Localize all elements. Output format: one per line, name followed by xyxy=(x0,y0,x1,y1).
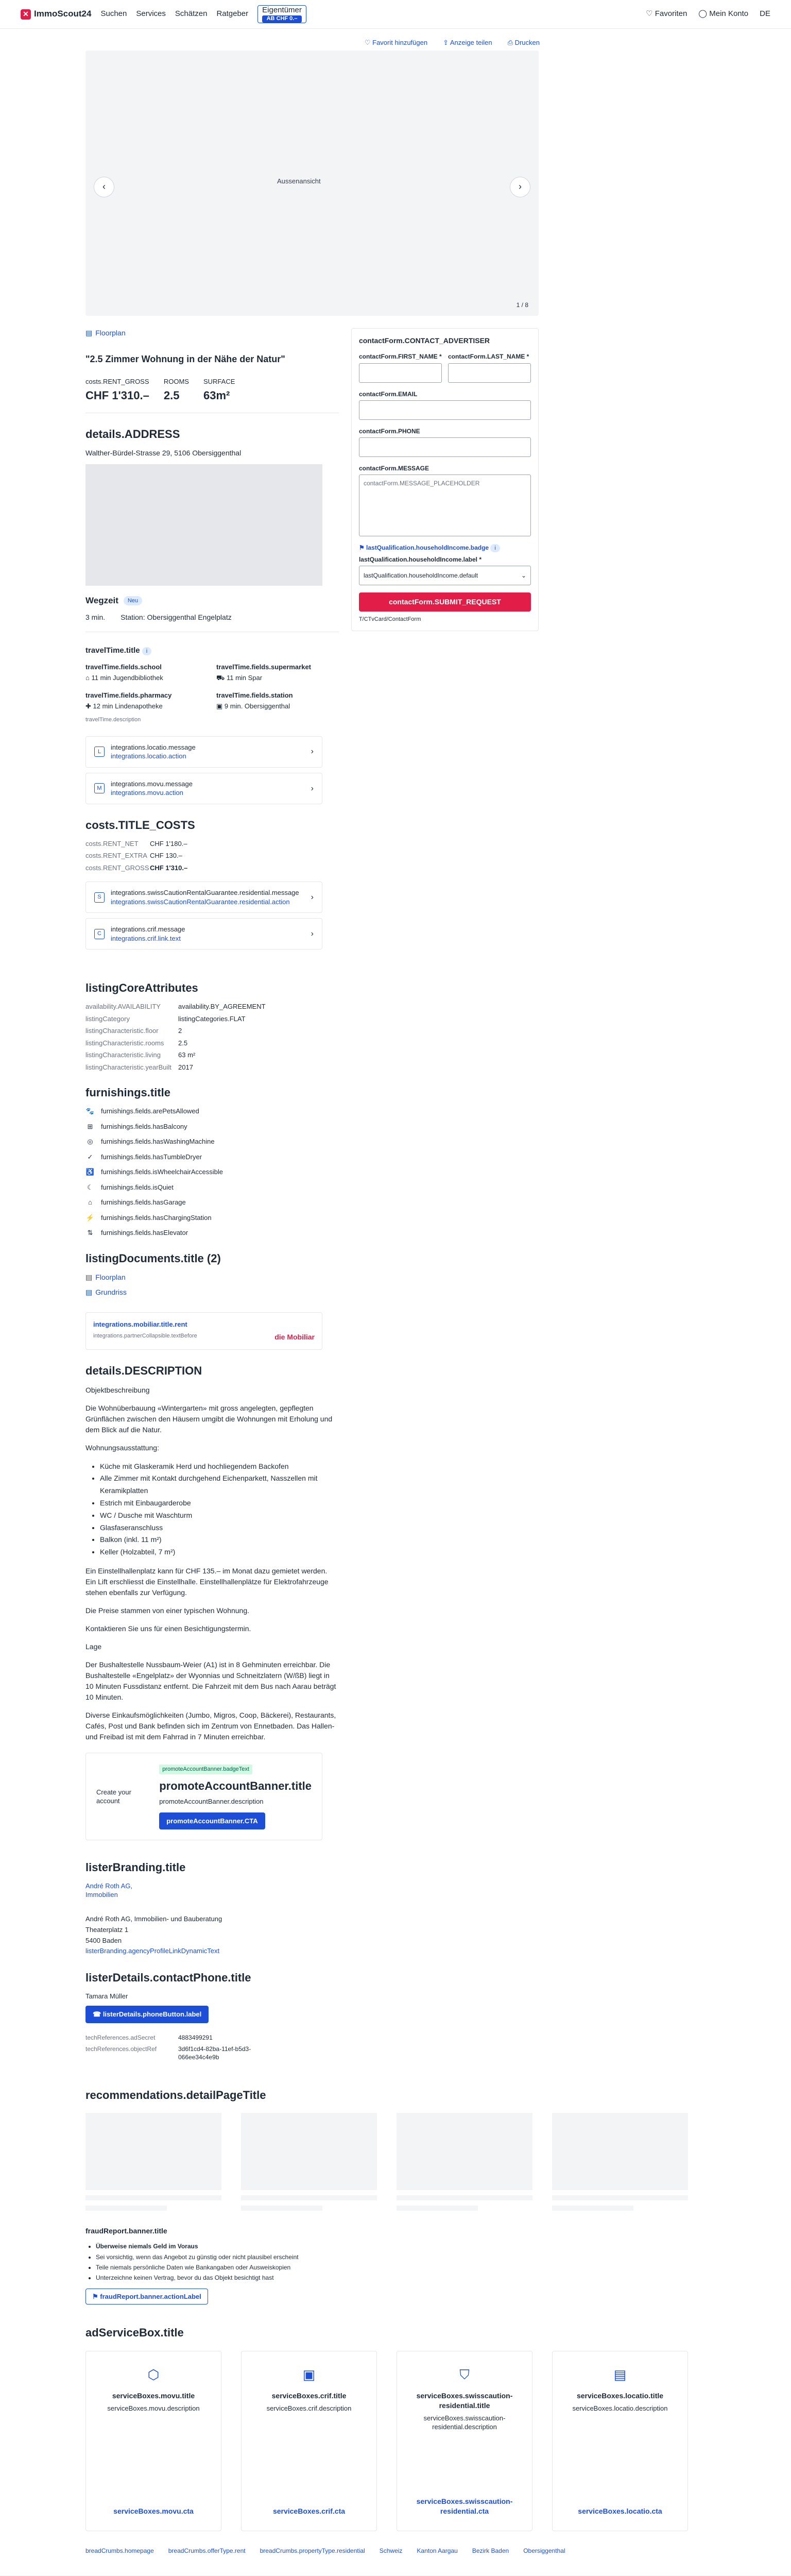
promote-account-banner xyxy=(85,1753,322,1840)
service-cta[interactable]: serviceBoxes.crif.cta xyxy=(272,2507,346,2516)
shield-icon: ⛉ xyxy=(459,2366,470,2382)
service-cta[interactable]: serviceBoxes.locatio.cta xyxy=(578,2507,662,2516)
favorites-link[interactable]: ♡ Favoriten xyxy=(646,9,687,19)
logo-icon: ✕ xyxy=(21,9,31,20)
wheelchair-icon: ♿ xyxy=(85,1168,95,1176)
info-icon[interactable]: i xyxy=(490,544,500,552)
map[interactable] xyxy=(85,464,322,586)
gallery-counter: 1 / 8 xyxy=(516,301,528,309)
key-facts xyxy=(85,377,339,403)
description-text: Die Preise stammen von einer typischen Wohnung. xyxy=(85,1606,250,1615)
recommendations xyxy=(85,2113,791,2211)
description-text: Kontaktieren Sie uns für einen Besichtigungstermin. xyxy=(85,1624,251,1633)
description-text: Die Wohnüberbauung «Wintergarten» mit gross angelegten, gepflegten Grünflächen zwischen den Häusern umgibt die Wohnungen mit Erholung und dem Blick auf die Natur. xyxy=(85,1403,333,1434)
doc-link[interactable]: ▤ Floorplan xyxy=(85,1273,126,1281)
income-select[interactable]: lastQualification.householdIncome.default ⌄ xyxy=(359,566,531,585)
description-text: Wohnungsausstattung: xyxy=(85,1443,159,1452)
lister-title: listerBranding.title xyxy=(85,1861,186,1874)
breadcrumb xyxy=(85,2547,791,2555)
locatio-icon: L xyxy=(94,747,105,757)
integration-crif[interactable]: C integrations.crif.message integrations.crif.link.text › xyxy=(85,918,322,950)
description-list: • Küche mit Glaskeramik Herd und hochliegendem Backofen • Alle Zimmer mit Kontakt durchgehend Eichenparkett, Nasszellen mit Keramikplatten • Estrich mit Einbaugarderobe • WC / Dusche mit Waschturm • Glasfaseranschluss • Balkon (inkl. 11 m²) • Keller (Holzabteil, 7 m²) xyxy=(100,1461,339,1558)
nav-suchen[interactable]: Suchen xyxy=(100,9,127,19)
address-text: Walther-Bürdel-Strasse 29, 5106 Obersiggenthal xyxy=(85,448,242,457)
mobiliar-logo: die Mobiliar xyxy=(274,1332,315,1341)
phone-button[interactable]: ☎ listerDetails.phoneButton.label xyxy=(85,2006,209,2023)
gallery-prev-button[interactable]: ‹ xyxy=(94,177,114,197)
mobiliar-collapsible[interactable]: integrations.mobiliar.title.rent integrations.partnerCollapsible.textBefore die Mobiliar xyxy=(85,1312,322,1349)
fraud-banner xyxy=(85,2226,322,2304)
document-icon: ▤ xyxy=(85,328,93,337)
income-label: lastQualification.householdIncome.label * xyxy=(358,556,482,564)
furnishings-title: furnishings.title xyxy=(85,1086,170,1099)
income-badge: ⚑ lastQualification.householdIncome.badge i xyxy=(359,544,531,552)
contact-person: Tamara Müller xyxy=(85,1992,128,2000)
charging-icon: ⚡ xyxy=(85,1213,95,1222)
tech-references: techReferences.adSecret 4883499291 techReferences.objectRef 3d6f1cd4-82ba-11ef-b5d3-066ee34c4e9b xyxy=(85,2033,251,2061)
recommendations-title: recommendations.detailPageTitle xyxy=(85,2088,266,2102)
service-cta[interactable]: serviceBoxes.swisscaution-residential.cta xyxy=(416,2497,513,2516)
nav-services[interactable]: Services xyxy=(136,9,166,19)
breadcrumb-item[interactable]: breadCrumbs.offerType.rent xyxy=(168,2547,246,2554)
first-name-input[interactable] xyxy=(359,363,442,383)
gallery-image-alt: Aussenansicht xyxy=(277,177,321,185)
promo-image: Create your account xyxy=(96,1788,131,1805)
listing-actions xyxy=(0,29,791,50)
main-nav xyxy=(100,5,306,23)
locatio-icon: ▤ xyxy=(613,2366,627,2382)
fraud-report-button[interactable]: ⚑ fraudReport.banner.actionLabel xyxy=(85,2289,208,2305)
promo-description: promoteAccountBanner.description xyxy=(159,1798,264,1806)
garage-icon: ⌂ xyxy=(88,1198,92,1207)
floorplan-link[interactable]: ▤ Floorplan xyxy=(85,328,126,337)
service-box[interactable]: ▣ serviceBoxes.crif.title serviceBoxes.crif.description serviceBoxes.crif.cta xyxy=(241,2351,377,2531)
service-box[interactable]: ⬡ serviceBoxes.movu.title serviceBoxes.movu.description serviceBoxes.movu.cta xyxy=(85,2351,221,2531)
favorite-button[interactable]: ♡ Favorit hinzufügen xyxy=(364,39,428,46)
fact-surface: 63m² xyxy=(203,389,230,402)
share-button[interactable]: ⇪ Anzeige teilen xyxy=(443,39,492,46)
user-icon: ◯ xyxy=(698,9,708,19)
new-badge: Neu xyxy=(124,596,142,606)
agency-address: André Roth AG, Immobilien- und Bauberatung Theaterplatz 1 5400 Baden listerBranding.agencyProfileLinkDynamicText xyxy=(85,1914,339,1957)
heart-icon: ♡ xyxy=(646,9,653,19)
fact-label: ROOMS xyxy=(163,377,189,385)
furnishings-list: 🐾 furnishings.fields.arePetsAllowed ⊞ furnishings.fields.hasBalcony ◎ furnishings.fields.hasWashingMachine ✓ furnishings.fields.hasTumbleDryer ♿ furnishings.fields.isWheelchairAccessible ☾ furnishings.fields.isQuiet ⌂ furnishings.fields.hasGarage ⚡ furnishings.fields.hasChargingStation ⇅ furnishings.fields.hasElevator xyxy=(85,1107,223,1237)
contact-form xyxy=(351,328,539,631)
documents-title: listingDocuments.title (2) xyxy=(85,1251,221,1265)
promo-cta-button[interactable]: promoteAccountBanner.CTA xyxy=(159,1812,265,1830)
fact-label: costs.RENT_GROSS xyxy=(85,377,149,385)
integration-movu[interactable]: M integrations.movu.message integrations.movu.action › xyxy=(85,773,322,804)
service-box[interactable]: ▤ serviceBoxes.locatio.title serviceBoxes.locatio.description serviceBoxes.locatio.cta xyxy=(552,2351,688,2531)
integration-swisscaution[interactable]: S integrations.swissCautionRentalGuarantee.residential.message integrations.swissCautionRentalGuarantee.residential.action › xyxy=(85,882,322,913)
fraud-list: • Überweise niemals Geld im Voraus • Sei vorsichtig, wenn das Angebot zu günstig oder nicht plausibel erscheint • Teile niemals persönliche Daten wie Bankangaben oder Ausweiskopien • Unterzeichne keinen Vertrag, bevor du das Objekt besichtigt hast xyxy=(96,2241,322,2283)
fact-rent: CHF 1'310.– xyxy=(85,389,149,402)
owner-button[interactable]: Eigentümer AB CHF 0.– xyxy=(257,5,306,23)
description-text: Lage xyxy=(85,1642,102,1651)
pharmacy-icon: ✚ xyxy=(85,702,93,710)
service-box[interactable]: ⛉ serviceBoxes.swisscaution-residential.title serviceBoxes.swisscaution-residential.description serviceBoxes.swisscaution-residential.cta xyxy=(397,2351,532,2531)
nav-schaetzen[interactable]: Schätzen xyxy=(175,9,208,19)
crif-icon: ▣ xyxy=(302,2366,316,2382)
description-title: details.DESCRIPTION xyxy=(85,1364,202,1377)
service-boxes xyxy=(85,2351,791,2531)
account-link[interactable]: ◯ Mein Konto xyxy=(698,9,749,19)
recommendation-card[interactable] xyxy=(552,2113,688,2211)
doc-link[interactable]: ▤ Grundriss xyxy=(85,1287,127,1296)
contact-form-footer: T/CTvCard/ContactForm xyxy=(358,616,421,623)
description-text: Ein Einstellhallenplatz kann für CHF 135.– im Monat dazu gemietet werden. Ein Lift erschliesst die Einstellhalle. Einstellhallenplätze für Elektrofahrzeuge stehen ebenfalls zur Verfügung. xyxy=(85,1566,329,1597)
message-textarea[interactable]: contactForm.MESSAGE_PLACEHOLDER xyxy=(359,474,531,536)
cart-icon: ⛟ xyxy=(216,674,227,682)
phone-label: contactForm.PHONE xyxy=(358,427,420,435)
washer-icon: ◎ xyxy=(87,1138,93,1146)
travel-desc: travelTime.description xyxy=(85,716,141,723)
chevron-down-icon: ⌄ xyxy=(521,572,526,580)
sidebar xyxy=(351,328,539,2062)
train-icon: ▣ xyxy=(216,702,225,710)
gallery-next-button[interactable]: › xyxy=(510,177,530,197)
elevator-icon: ⇅ xyxy=(87,1229,93,1237)
phone-icon: ☎ xyxy=(93,2010,103,2019)
promo-title: promoteAccountBanner.title xyxy=(159,1779,312,1792)
first-name-label: contactForm.FIRST_NAME * xyxy=(358,353,442,361)
document-icon: ▤ xyxy=(85,1273,93,1281)
fact-label: SURFACE xyxy=(203,377,235,385)
paw-icon: 🐾 xyxy=(85,1107,95,1115)
costs-table: costs.RENT_NET CHF 1'180.– costs.RENT_EXTRA CHF 130.– costs.RENT_GROSS CHF 1'310.– xyxy=(85,839,188,872)
breadcrumb-item[interactable]: breadCrumbs.propertyType.residential xyxy=(260,2547,365,2554)
email-label: contactForm.EMAIL xyxy=(358,390,418,398)
breadcrumb-item[interactable]: Bezirk Baden xyxy=(472,2547,509,2554)
agency-logo[interactable]: André Roth AG, Immobilien xyxy=(85,1882,133,1899)
breadcrumb-item[interactable]: Kanton Aargau xyxy=(417,2547,458,2554)
chevron-right-icon: › xyxy=(311,892,314,902)
email-input[interactable] xyxy=(359,400,531,420)
image-gallery[interactable] xyxy=(85,50,539,316)
description-text: Objektbeschreibung xyxy=(85,1385,150,1394)
services-title: adServiceBox.title xyxy=(85,2326,184,2340)
shield-icon: S xyxy=(94,892,105,903)
breadcrumb-item[interactable]: Obersiggenthal xyxy=(523,2547,565,2554)
chevron-right-icon: › xyxy=(311,929,314,939)
flag-icon: ⚑ xyxy=(92,2292,100,2300)
fact-rooms: 2.5 xyxy=(163,389,180,402)
travel-times: travelTime.fields.school ⌂ 11 min Jugendbibliothek travelTime.fields.supermarket ⛟ 11 min Spar travelTime.fields.pharmacy ✚ 12 min Lindenapotheke travelTime.fields.station ▣ 9 min. Obersiggenthal xyxy=(85,663,312,710)
contact-form-title: contactForm.CONTACT_ADVERTISER xyxy=(358,336,490,345)
info-icon[interactable]: i xyxy=(142,647,151,655)
phone-input[interactable] xyxy=(359,437,531,457)
promo-badge: promoteAccountBanner.badgeText xyxy=(159,1765,252,1774)
header xyxy=(0,0,791,29)
message-label: contactForm.MESSAGE xyxy=(358,465,429,472)
recommendation-card[interactable] xyxy=(85,2113,221,2211)
chevron-right-icon: › xyxy=(311,747,314,756)
dryer-icon: ✓ xyxy=(87,1153,93,1161)
description-text: Der Bushaltestelle Nussbaum-Weier (A1) ist in 8 Gehminuten erreichbar. Die Bushaltestelle «Engelplatz» der Wyonnias und Schneitzlatern (W/ßB) liegt in 10 Minuten Fussdistanz entfernt. Die Fahrzeit mit dem Bus nach Aarau beträgt 10 Minuten. xyxy=(85,1660,336,1701)
logo[interactable]: ✕ ImmoScout24 xyxy=(21,8,91,20)
fraud-title: fraudReport.banner.title xyxy=(85,2227,167,2235)
recommendation-card[interactable] xyxy=(397,2113,532,2211)
crif-icon: C xyxy=(94,929,105,939)
attributes-table: availability.AVAILABILITY availability.BY_AGREEMENT listingCategory listingCategories.FLAT listingCharacteristic.floor 2 listingCharacteristic.rooms 2.5 listingCharacteristic.living 63 m² listingCharacteristic.yearBuilt 2017 xyxy=(85,1003,266,1071)
agency-profile-link[interactable]: listerBranding.agencyProfileLinkDynamicText xyxy=(85,1947,220,1955)
movu-icon: M xyxy=(94,783,105,793)
contact-phone-title: listerDetails.contactPhone.title xyxy=(85,1971,251,1985)
address-title: details.ADDRESS xyxy=(85,427,180,440)
breadcrumb-item[interactable]: Schweiz xyxy=(379,2547,403,2554)
service-cta[interactable]: serviceBoxes.movu.cta xyxy=(113,2507,194,2516)
integration-locatio[interactable]: L integrations.locatio.message integrations.locatio.action › xyxy=(85,736,322,768)
print-button[interactable]: ⎙ Drucken xyxy=(507,39,540,46)
quiet-icon: ☾ xyxy=(87,1183,93,1191)
school-icon: ⌂ xyxy=(85,674,92,682)
chevron-right-icon: › xyxy=(311,784,314,793)
nav-ratgeber[interactable]: Ratgeber xyxy=(216,9,249,19)
description-text: Diverse Einkaufsmöglichkeiten (Jumbo, Migros, Coop, Bäckerei), Restaurants, Cafés, Post und Bank befinden sich im Zentrum von Ennetbaden. Das Hallen- und Freibad ist mit dem Fahrrad in 7 Minuten erreichbar. xyxy=(85,1710,336,1741)
recommendation-card[interactable] xyxy=(241,2113,377,2211)
travel-title: travelTime.title i xyxy=(85,646,339,656)
language-select[interactable]: DE xyxy=(760,9,770,19)
breadcrumb-item[interactable]: breadCrumbs.homepage xyxy=(85,2547,154,2554)
main-column xyxy=(85,328,339,2062)
attributes-title: listingCoreAttributes xyxy=(85,981,198,995)
document-icon: ▤ xyxy=(85,1287,93,1296)
submit-request-button[interactable]: contactForm.SUBMIT_REQUEST xyxy=(359,592,531,612)
wegzeit-heading: Wegzeit Neu xyxy=(85,595,339,607)
listing-headline: "2.5 Zimmer Wohnung in der Nähe der Natur" xyxy=(85,354,285,365)
last-name-input[interactable] xyxy=(448,363,531,383)
movu-icon: ⬡ xyxy=(147,2366,160,2382)
costs-title: costs.TITLE_COSTS xyxy=(85,818,195,832)
balcony-icon: ⊞ xyxy=(87,1122,93,1130)
wegzeit-row: 3 min. Station: Obersiggenthal Engelplatz xyxy=(85,613,232,622)
last-name-label: contactForm.LAST_NAME * xyxy=(448,353,529,361)
